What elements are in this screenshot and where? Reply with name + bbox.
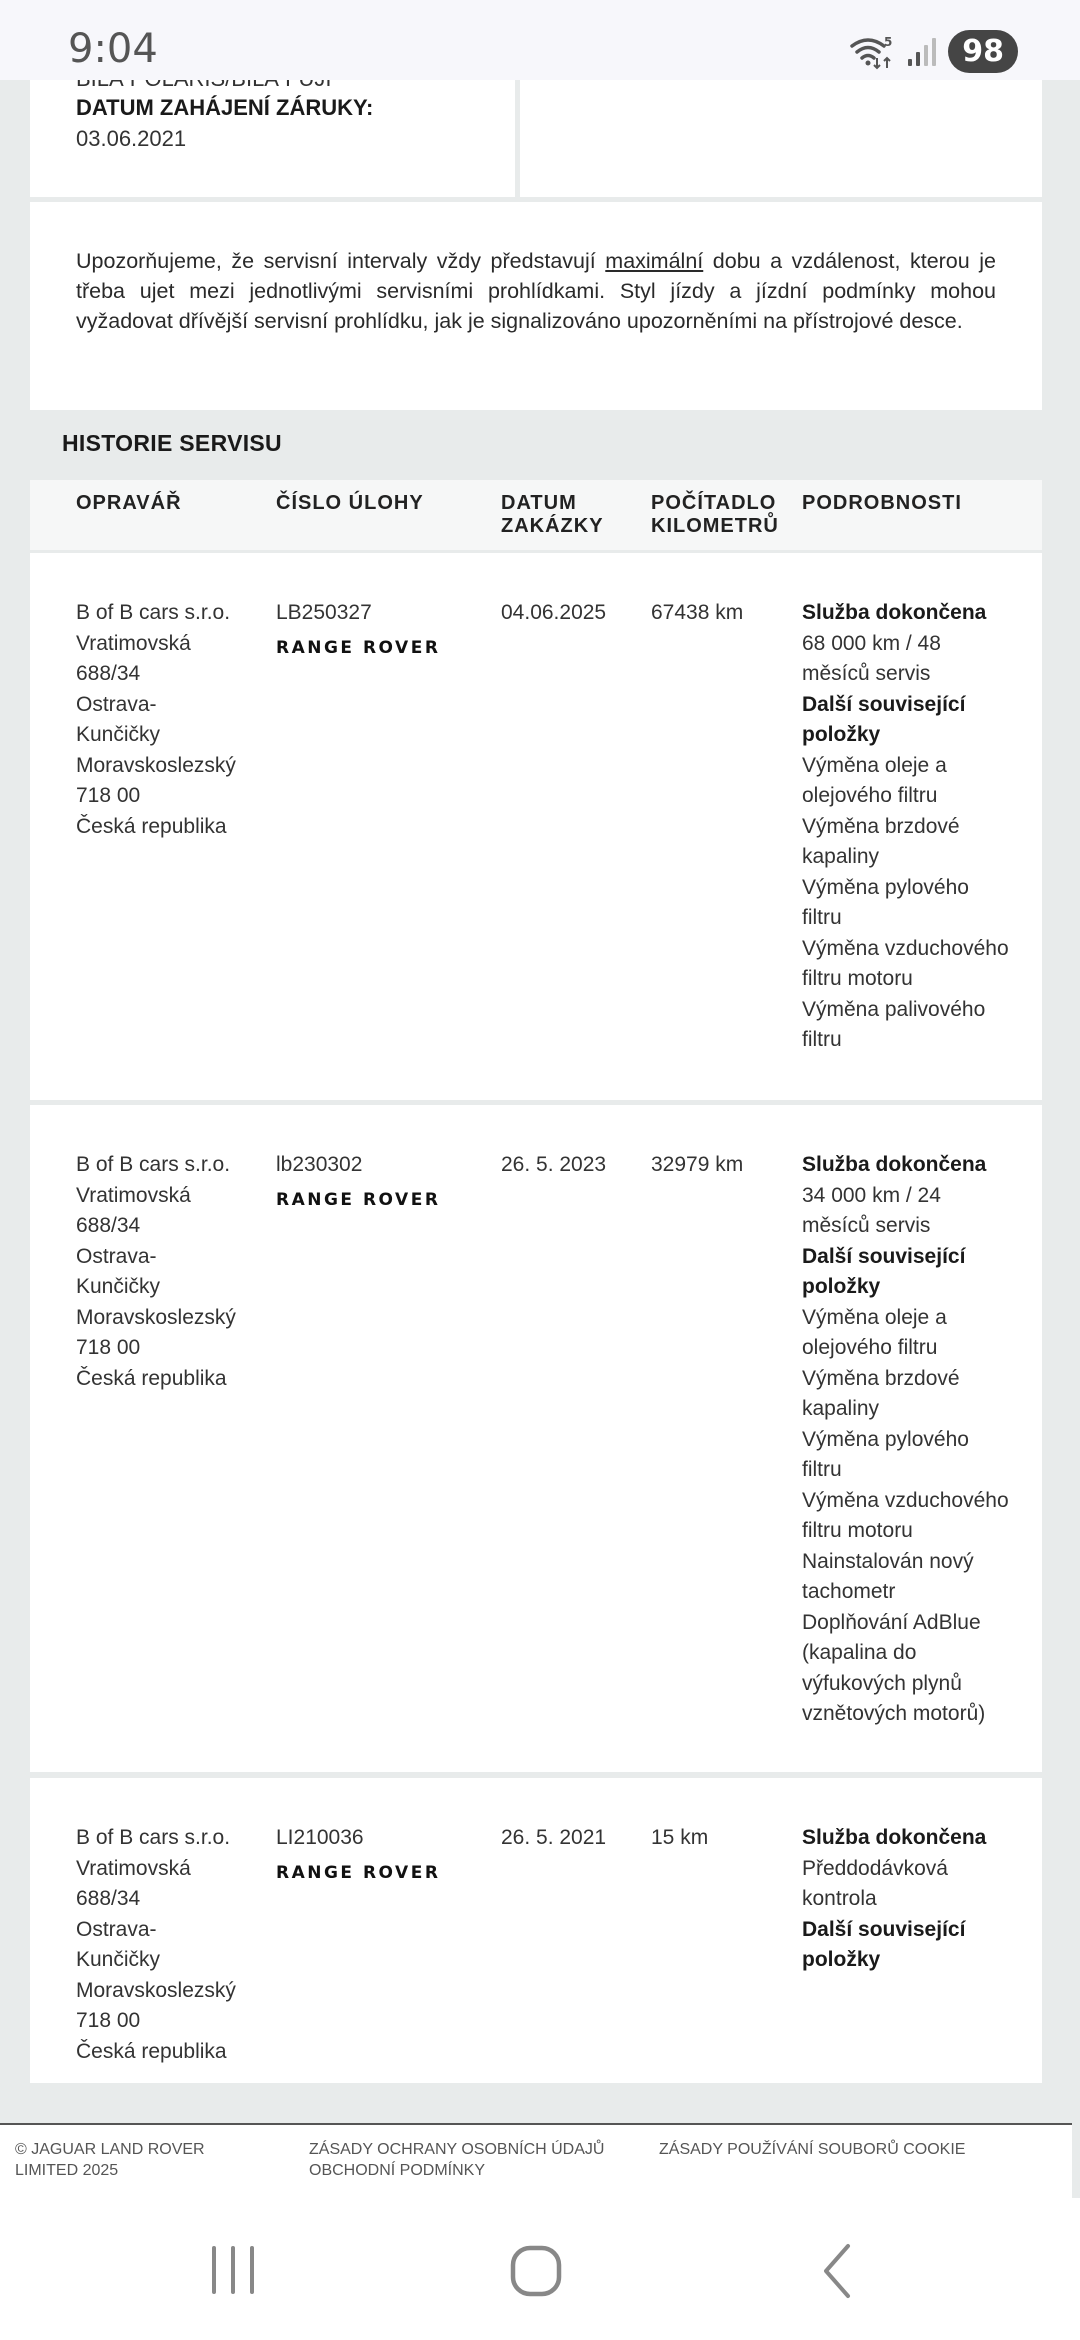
related-item: Výměna oleje a olejového filtru (802, 753, 947, 807)
column-header-order-date: DATUM ZAKÁZKY (501, 492, 604, 537)
order-date-cell: 26. 5. 2021 (501, 1826, 607, 1849)
job-number: LB250327 (276, 601, 372, 624)
status-time: 9:04 (68, 26, 158, 72)
details-cell (802, 598, 1012, 1056)
repairer-line: Vratimovská (76, 1856, 191, 1880)
odometer-cell: 67438 km (651, 601, 744, 624)
order-date-cell: 26. 5. 2023 (501, 1153, 607, 1176)
svg-text:5: 5 (884, 34, 893, 49)
wifi-icon (850, 34, 894, 70)
repairer-line: Česká republika (76, 2039, 227, 2063)
service-status: Služba dokončena (802, 601, 987, 624)
repairer-line: Vratimovská (76, 631, 191, 655)
related-item: Doplňování AdBlue (kapalina do výfukových plynů vznětových motorů) (802, 1610, 986, 1725)
repairer-line: 718 00 (76, 2009, 141, 2032)
repairer-line: Moravskoslezský (76, 1978, 236, 2002)
job-number: LI210036 (276, 1826, 364, 1849)
notice-emphasis: maximální (605, 249, 704, 273)
range-rover-logo: RANGE ROVER (276, 1189, 441, 1210)
service-type: Předdodávková kontrola (802, 1856, 948, 1910)
cookie-policy-link[interactable]: ZÁSADY POUŽÍVÁNÍ SOUBORŮ COOKIE (659, 2141, 966, 2158)
service-type: 68 000 km / 48 měsíců servis (802, 631, 941, 685)
column-header-odometer: POČÍTADLO KILOMETRŮ (651, 492, 779, 537)
repairer-line: B of B cars s.r.o. (76, 1153, 231, 1176)
status-icons (850, 30, 1018, 73)
warranty-start-value: 03.06.2021 (76, 126, 187, 151)
repairer-line: 718 00 (76, 784, 141, 807)
related-items-label: Další související položky (802, 692, 966, 746)
job-number-cell (276, 1823, 476, 1888)
recents-icon[interactable] (208, 2240, 258, 2300)
column-header-job-number: ČÍSLO ÚLOHY (276, 492, 424, 514)
repairer-line: Ostrava- (76, 1244, 157, 1268)
column-header-repairer: OPRAVÁŘ (76, 492, 182, 514)
service-history-title: HISTORIE SERVISU (62, 430, 282, 456)
range-rover-logo: RANGE ROVER (276, 1862, 441, 1883)
service-status: Služba dokončena (802, 1153, 987, 1176)
repairer-line: Kunčičky (76, 1948, 161, 1971)
details-cell (802, 1823, 1012, 1976)
privacy-policy-link[interactable]: ZÁSADY OCHRANY OSOBNÍCH ÚDAJŮ (309, 2141, 605, 2158)
related-item: Výměna brzdové kapaliny (802, 1366, 960, 1420)
signal-icon (906, 37, 936, 67)
job-number-cell (276, 1150, 476, 1215)
repairer-line: 718 00 (76, 1336, 141, 1359)
repairer-line: B of B cars s.r.o. (76, 601, 231, 624)
repairer-cell (76, 1150, 266, 1394)
repairer-line: Česká republika (76, 1366, 227, 1390)
repairer-line: Kunčičky (76, 1275, 161, 1298)
related-item: Výměna vzduchového filtru motoru (802, 936, 1009, 990)
repairer-line: Česká republika (76, 814, 227, 838)
status-bar (0, 0, 1080, 80)
system-nav-bar (0, 2198, 1080, 2340)
details-cell (802, 1150, 1012, 1730)
copyright-text: © JAGUAR LAND ROVER LIMITED 2025 (15, 2141, 205, 2179)
table-row (30, 553, 1042, 1100)
table-row (30, 1778, 1042, 2083)
related-item: Výměna pylového filtru (802, 875, 969, 929)
service-status: Služba dokončena (802, 1826, 987, 1849)
job-number: lb230302 (276, 1153, 363, 1176)
related-item: Výměna brzdové kapaliny (802, 814, 960, 868)
repairer-line: 688/34 (76, 662, 141, 685)
service-type: 34 000 km / 24 měsíců servis (802, 1183, 941, 1237)
repairer-line: Ostrava- (76, 692, 157, 716)
related-items-label: Další související položky (802, 1917, 966, 1971)
warranty-start-label: DATUM ZAHÁJENÍ ZÁRUKY: (76, 95, 374, 120)
related-item: Výměna pylového filtru (802, 1427, 969, 1481)
repairer-line: B of B cars s.r.o. (76, 1826, 231, 1849)
back-icon[interactable] (818, 2240, 858, 2300)
job-number-cell (276, 598, 476, 663)
repairer-line: Ostrava- (76, 1917, 157, 1941)
odometer-cell: 32979 km (651, 1153, 744, 1176)
terms-link[interactable]: OBCHODNÍ PODMÍNKY (309, 2162, 486, 2179)
repairer-line: Kunčičky (76, 723, 161, 746)
notice-text: Upozorňujeme, že servisní intervaly vždy představují maximální dobu a vzdálenost, kterou je třeba ujet mezi jednotlivými servisními prohlídkami. Styl jízdy a jízdní podmínky mohou vyžadovat dřívější servisní prohlídku, jak je signalizováno upozorněními na přístrojové desce. (76, 249, 996, 333)
related-item: Výměna palivového filtru (802, 997, 986, 1051)
odometer-cell: 15 km (651, 1826, 709, 1849)
repairer-line: Vratimovská (76, 1183, 191, 1207)
related-item: Výměna vzduchového filtru motoru (802, 1488, 1009, 1542)
repairer-line: 688/34 (76, 1214, 141, 1237)
footer (0, 2123, 1072, 2198)
repairer-cell (76, 598, 266, 842)
related-item: Výměna oleje a olejového filtru (802, 1305, 947, 1359)
repairer-line: Moravskoslezský (76, 1305, 236, 1329)
related-items-label: Další související položky (802, 1244, 966, 1298)
table-header (30, 480, 1042, 550)
related-item: Nainstalován nový tachometr (802, 1549, 974, 1603)
battery-indicator: 98 (948, 30, 1018, 73)
table-row (30, 1105, 1042, 1772)
service-interval-notice (30, 202, 1042, 410)
home-icon[interactable] (510, 2240, 562, 2300)
repairer-cell (76, 1823, 266, 2067)
repairer-line: 688/34 (76, 1887, 141, 1910)
column-header-details: PODROBNOSTI (802, 492, 962, 514)
repairer-line: Moravskoslezský (76, 753, 236, 777)
order-date-cell: 04.06.2025 (501, 601, 607, 624)
range-rover-logo: RANGE ROVER (276, 637, 441, 658)
